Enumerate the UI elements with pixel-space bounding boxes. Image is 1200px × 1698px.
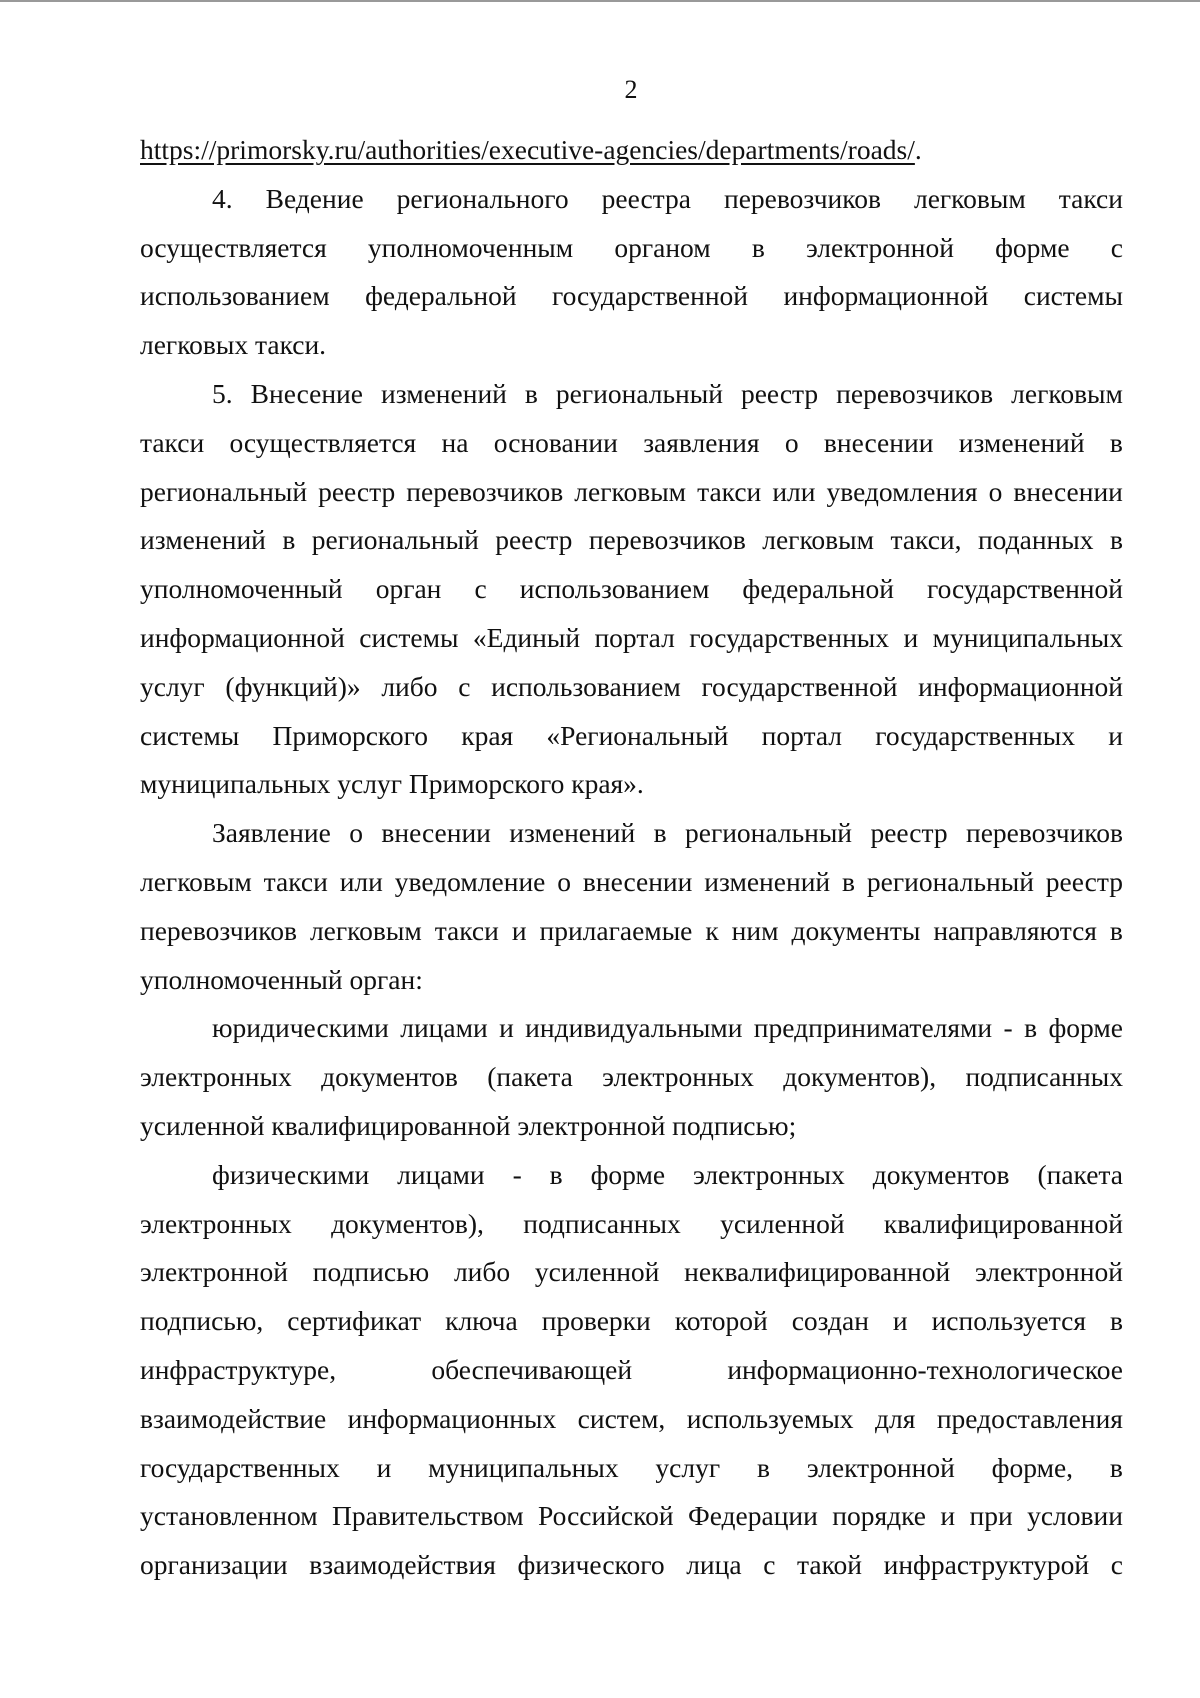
text-line: электронных документов), подписанных усиленной квалифицированной [140,1207,1123,1239]
top-border-line [0,0,1200,2]
text-line: услуг (функций)» либо с использованием государственной информационной [140,670,1123,702]
text-line: уполномоченный орган: [140,963,423,995]
text-line: 5. Внесение изменений в региональный реестр перевозчиков легковым [212,377,1123,409]
text-line: электронных документов (пакета электронных документов), подписанных [140,1061,1123,1093]
text-line: инфраструктуре, обеспечивающей информационно-технологическое [140,1353,1123,1385]
url-line [140,126,1123,175]
document-body [140,126,1123,1590]
text-line: изменений в региональный реестр перевозчиков легковым такси, поданных в [140,524,1123,556]
text-line: легковых такси. [140,329,327,361]
text-line: взаимодействие информационных систем, используемых для предоставления [140,1402,1123,1434]
text-line: легковым такси или уведомление о внесении изменений в региональный реестр [140,865,1123,897]
page-number: 2 [624,75,638,104]
text-line: установленном Правительством Российской Федерации порядке и при условии [140,1500,1123,1532]
text-line: региональный реестр перевозчиков легковым такси или уведомления о внесении [140,475,1123,507]
url-period: . [914,134,922,165]
text-line: осуществляется уполномоченным органом в электронной форме с [140,231,1123,263]
text-line: муниципальных услуг Приморского края». [140,768,644,800]
text-line: 4. Ведение регионального реестра перевозчиков легковым такси [212,182,1123,214]
text-line: организации взаимодействия физического лица с такой инфраструктурой с [140,1549,1123,1581]
text-line: Заявление о внесении изменений в региональный реестр перевозчиков [212,817,1123,849]
text-line: физическими лицами - в форме электронных документов (пакета [212,1158,1123,1190]
text-line: усиленной квалифицированной электронной подписью; [140,1109,797,1141]
text-line: информационной системы «Единый портал государственных и муниципальных [140,621,1123,653]
text-line: системы Приморского края «Региональный портал государственных и [140,719,1123,751]
text-line: юридическими лицами и индивидуальными предпринимателями - в форме [212,1012,1123,1044]
text-line: подписью, сертификат ключа проверки которой создан и используется в [140,1305,1123,1337]
roads-department-link[interactable]: https://primorsky.ru/authorities/executive-agencies/departments/roads/ [140,134,915,165]
paragraph-p7 [140,1004,1123,1150]
paragraph-p8 [140,1151,1123,1590]
paragraph-p6 [140,809,1123,1004]
text-line: уполномоченный орган с использованием федеральной государственной [140,573,1123,605]
text-line: использованием федеральной государственной информационной системы [140,280,1123,312]
paragraph-p4 [140,175,1123,370]
paragraph-p5 [140,370,1123,809]
text-line: такси осуществляется на основании заявления о внесении изменений в [140,426,1123,458]
text-line: государственных и муниципальных услуг в электронной форме, в [140,1451,1123,1483]
text-line: перевозчиков легковым такси и прилагаемые к ним документы направляются в [140,914,1123,946]
text-line: электронной подписью либо усиленной неквалифицированной электронной [140,1256,1123,1288]
